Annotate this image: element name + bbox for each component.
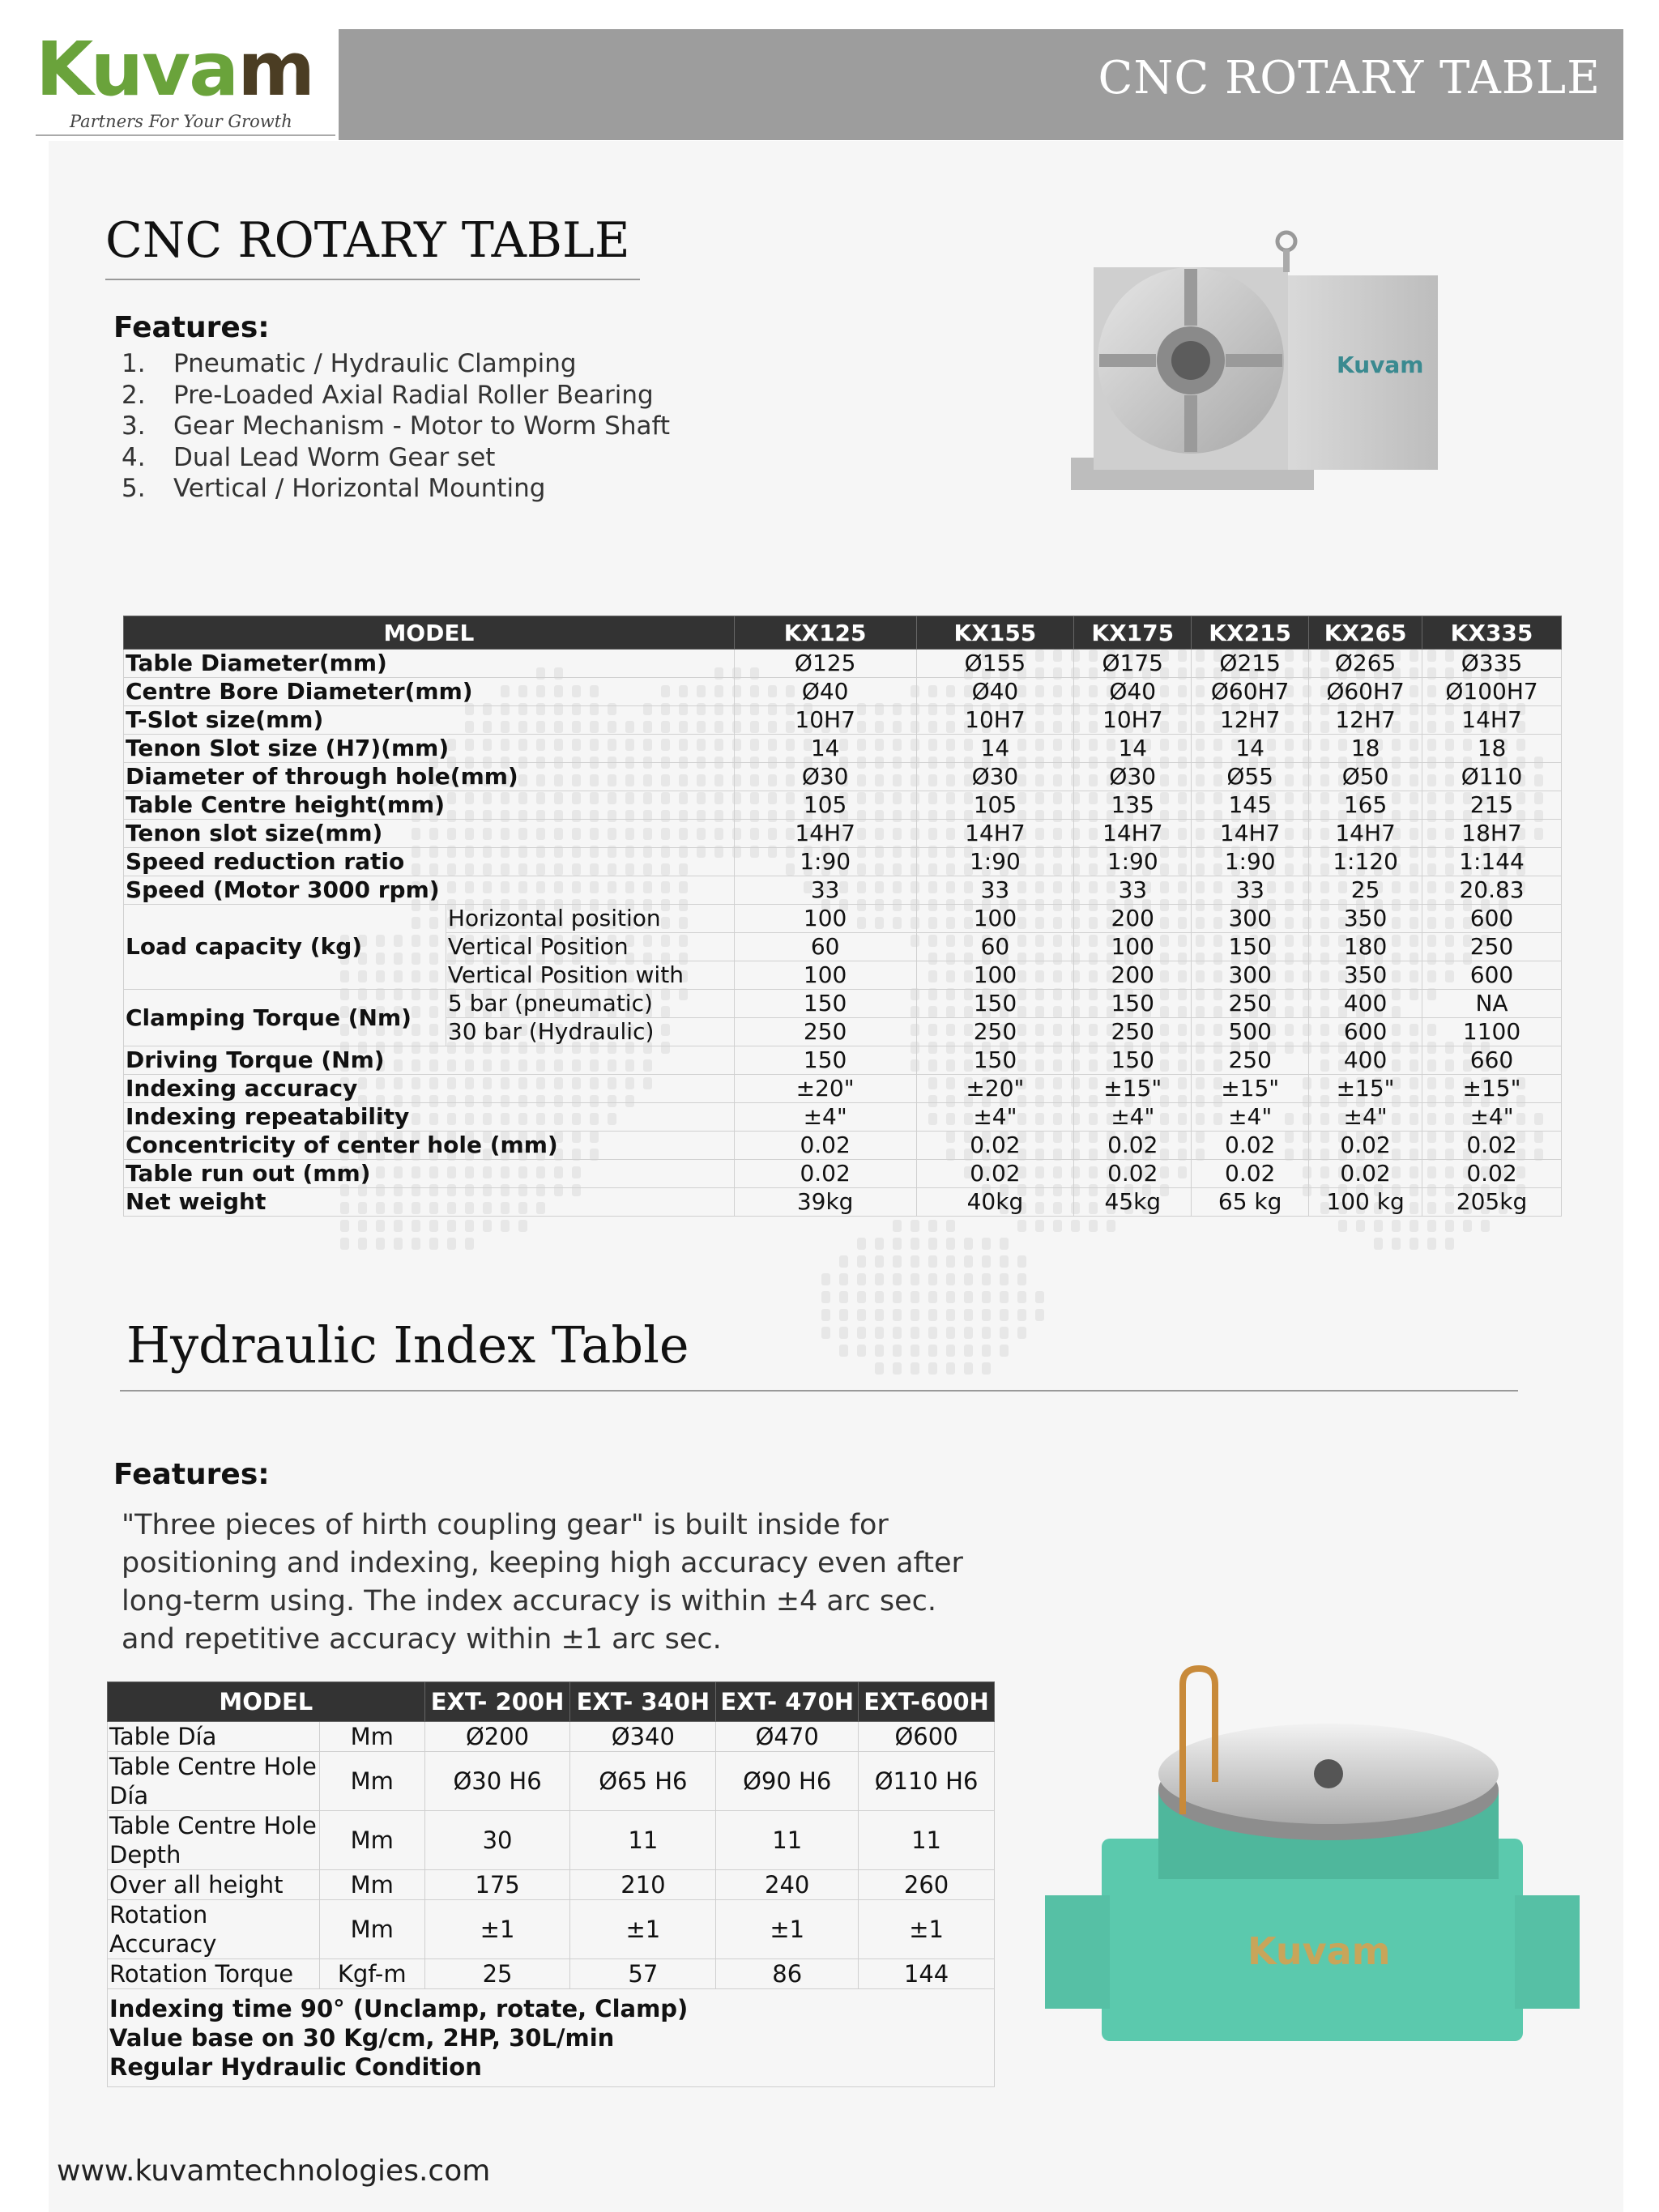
spec-value: 14H7 bbox=[1309, 820, 1422, 848]
spec-sublabel: Vertical Position bbox=[446, 933, 734, 961]
spec-value: ±15" bbox=[1192, 1075, 1309, 1103]
feature-number: 2. bbox=[122, 380, 146, 410]
spec-value: 25 bbox=[1309, 876, 1422, 905]
spec-row bbox=[124, 905, 1562, 933]
spec-value: 20.83 bbox=[1422, 876, 1562, 905]
spec-label: Tenon slot size(mm) bbox=[124, 820, 735, 848]
spec-value: 600 bbox=[1422, 905, 1562, 933]
feature-item bbox=[122, 380, 670, 411]
spec-row bbox=[124, 1160, 1562, 1188]
spec-sublabel: 30 bar (Hydraulic) bbox=[446, 1018, 734, 1046]
model-kx335: KX335 bbox=[1422, 616, 1562, 650]
hyd-unit: Mm bbox=[319, 1752, 424, 1811]
spec-sublabel: 5 bar (pneumatic) bbox=[446, 990, 734, 1018]
spec-value: 10H7 bbox=[1074, 706, 1192, 735]
hydraulic-description: "Three pieces of hirth coupling gear" is built inside for positioning and indexing, keeping high accuracy even after long-term using. The index accuracy is within ±4 arc sec. and repetitive accuracy within ±1 arc sec. bbox=[122, 1509, 963, 1656]
hyd-header-row bbox=[108, 1682, 995, 1722]
hyd-model-header-item: EXT- 340H bbox=[570, 1682, 716, 1722]
spec-sublabel: Horizontal position bbox=[446, 905, 734, 933]
spec-value: Ø50 bbox=[1309, 763, 1422, 791]
hyd-value: 260 bbox=[859, 1870, 995, 1900]
spec-row bbox=[124, 763, 1562, 791]
spec-value: Ø110 bbox=[1422, 763, 1562, 791]
hyd-value: Ø65 H6 bbox=[570, 1752, 716, 1811]
spec-value: 10H7 bbox=[916, 706, 1074, 735]
feature-number: 3. bbox=[122, 411, 146, 441]
model-kx155: KX155 bbox=[916, 616, 1074, 650]
logo-tagline: Partners For Your Growth bbox=[70, 112, 292, 131]
hyd-note-line: Regular Hydraulic Condition bbox=[109, 2053, 482, 2081]
spec-value: 205kg bbox=[1422, 1188, 1562, 1217]
spec-value: 1:144 bbox=[1422, 848, 1562, 876]
spec-value: 0.02 bbox=[1192, 1160, 1309, 1188]
spec-value: 100 bbox=[1074, 933, 1192, 961]
hyd-unit: Mm bbox=[319, 1722, 424, 1752]
spec-value: 10H7 bbox=[734, 706, 916, 735]
hyd-label: Table Centre Hole Día bbox=[108, 1752, 320, 1811]
spec-value: 165 bbox=[1309, 791, 1422, 820]
spec-value: ±4" bbox=[1309, 1103, 1422, 1132]
features-list bbox=[122, 348, 670, 505]
spec-row bbox=[124, 1046, 1562, 1075]
spec-value: 150 bbox=[734, 990, 916, 1018]
feature-item bbox=[122, 411, 670, 442]
hyd-value: 11 bbox=[859, 1811, 995, 1870]
spec-value: Ø215 bbox=[1192, 650, 1309, 678]
hyd-value: 11 bbox=[570, 1811, 716, 1870]
spec-value: 250 bbox=[734, 1018, 916, 1046]
spec-value: 0.02 bbox=[1309, 1160, 1422, 1188]
hyd-value: 210 bbox=[570, 1870, 716, 1900]
feature-item bbox=[122, 473, 670, 505]
hyd-value: Ø110 H6 bbox=[859, 1752, 995, 1811]
hyd-row bbox=[108, 1752, 995, 1811]
hyd-value: ±1 bbox=[424, 1900, 570, 1959]
cnc-spec-table bbox=[123, 616, 1562, 1217]
spec-value: 33 bbox=[734, 876, 916, 905]
spec-body bbox=[124, 650, 1562, 1217]
feature-item bbox=[122, 442, 670, 474]
hyd-row bbox=[108, 1811, 995, 1870]
spec-value: 14 bbox=[1192, 735, 1309, 763]
spec-value: 14 bbox=[1074, 735, 1192, 763]
spec-header-row bbox=[124, 616, 1562, 650]
section-divider-2 bbox=[120, 1390, 1518, 1392]
spec-value: Ø125 bbox=[734, 650, 916, 678]
spec-value: 14H7 bbox=[916, 820, 1074, 848]
section-divider bbox=[105, 279, 640, 280]
spec-value: 0.02 bbox=[1192, 1132, 1309, 1160]
feature-text: Vertical / Horizontal Mounting bbox=[173, 474, 546, 503]
section-title-hydraulic: Hydraulic Index Table bbox=[126, 1315, 689, 1375]
spec-value: 39kg bbox=[734, 1188, 916, 1217]
hyd-value: ±1 bbox=[859, 1900, 995, 1959]
spec-value: Ø30 bbox=[734, 763, 916, 791]
feature-number: 5. bbox=[122, 474, 146, 503]
spec-value: 500 bbox=[1192, 1018, 1309, 1046]
model-kx215: KX215 bbox=[1192, 616, 1309, 650]
spec-value: 12H7 bbox=[1192, 706, 1309, 735]
logo-divider bbox=[36, 134, 335, 136]
spec-value: 0.02 bbox=[1309, 1132, 1422, 1160]
hyd-value: Ø30 H6 bbox=[424, 1752, 570, 1811]
spec-value: 215 bbox=[1422, 791, 1562, 820]
spec-group-label: Clamping Torque (Nm) bbox=[124, 990, 446, 1046]
spec-value: 250 bbox=[1074, 1018, 1192, 1046]
spec-label: Tenon Slot size (H7)(mm) bbox=[124, 735, 735, 763]
product1-label: Kuvam bbox=[1337, 352, 1424, 378]
spec-value: 65 kg bbox=[1192, 1188, 1309, 1217]
spec-label: Table Diameter(mm) bbox=[124, 650, 735, 678]
feature-text: Dual Lead Worm Gear set bbox=[173, 442, 496, 472]
spec-value: Ø40 bbox=[1074, 678, 1192, 706]
spec-row bbox=[124, 650, 1562, 678]
hyd-value: 175 bbox=[424, 1870, 570, 1900]
spec-value: 200 bbox=[1074, 905, 1192, 933]
model-kx265: KX265 bbox=[1309, 616, 1422, 650]
spec-value: 150 bbox=[1074, 1046, 1192, 1075]
spec-value: Ø55 bbox=[1192, 763, 1309, 791]
spec-value: 150 bbox=[916, 1046, 1074, 1075]
spec-label: Diameter of through hole(mm) bbox=[124, 763, 735, 791]
model-kx125: KX125 bbox=[734, 616, 916, 650]
spec-sublabel: Vertical Position with bbox=[446, 961, 734, 990]
spec-value: ±4" bbox=[734, 1103, 916, 1132]
spec-value: ±15" bbox=[1422, 1075, 1562, 1103]
hyd-row bbox=[108, 1870, 995, 1900]
hydraulic-index-table-image bbox=[1045, 1652, 1580, 2049]
hyd-value: 25 bbox=[424, 1959, 570, 1989]
spec-value: Ø60H7 bbox=[1309, 678, 1422, 706]
hyd-value: 240 bbox=[716, 1870, 859, 1900]
spec-value: 45kg bbox=[1074, 1188, 1192, 1217]
spec-row bbox=[124, 1103, 1562, 1132]
spec-value: Ø155 bbox=[916, 650, 1074, 678]
hyd-body bbox=[108, 1722, 995, 2087]
spec-value: 14H7 bbox=[1422, 706, 1562, 735]
spec-value: 250 bbox=[1192, 990, 1309, 1018]
spec-value: 250 bbox=[1422, 933, 1562, 961]
spec-value: 100 bbox=[734, 961, 916, 990]
spec-label: Concentricity of center hole (mm) bbox=[124, 1132, 735, 1160]
spec-value: 12H7 bbox=[1309, 706, 1422, 735]
spec-label: Driving Torque (Nm) bbox=[124, 1046, 735, 1075]
spec-value: 660 bbox=[1422, 1046, 1562, 1075]
spec-value: ±15" bbox=[1074, 1075, 1192, 1103]
spec-value: 150 bbox=[916, 990, 1074, 1018]
spec-value: 250 bbox=[916, 1018, 1074, 1046]
spec-value: 1100 bbox=[1422, 1018, 1562, 1046]
feature-text: Pre-Loaded Axial Radial Roller Bearing bbox=[173, 380, 654, 410]
spec-label: Indexing repeatability bbox=[124, 1103, 735, 1132]
spec-value: 0.02 bbox=[1074, 1160, 1192, 1188]
footer-website[interactable]: www.kuvamtechnologies.com bbox=[57, 2154, 491, 2188]
spec-value: ±20" bbox=[734, 1075, 916, 1103]
spec-row bbox=[124, 678, 1562, 706]
hyd-value: 11 bbox=[716, 1811, 859, 1870]
hyd-note-line: Indexing time 90° (Unclamp, rotate, Clamp) bbox=[109, 1995, 689, 2022]
spec-value: ±4" bbox=[1074, 1103, 1192, 1132]
hyd-note-line: Value base on 30 Kg/cm, 2HP, 30L/min bbox=[109, 2024, 615, 2052]
spec-label: Indexing accuracy bbox=[124, 1075, 735, 1103]
spec-value: 100 bbox=[916, 961, 1074, 990]
spec-value: 250 bbox=[1192, 1046, 1309, 1075]
spec-value: 0.02 bbox=[1074, 1132, 1192, 1160]
hyd-unit: Mm bbox=[319, 1870, 424, 1900]
hyd-value: Ø90 H6 bbox=[716, 1752, 859, 1811]
hyd-model-header-item: EXT-600H bbox=[859, 1682, 995, 1722]
spec-value: 60 bbox=[916, 933, 1074, 961]
hyd-unit: Mm bbox=[319, 1811, 424, 1870]
hyd-notes-row bbox=[108, 1989, 995, 2087]
spec-value: 150 bbox=[734, 1046, 916, 1075]
spec-value: Ø335 bbox=[1422, 650, 1562, 678]
spec-value: 1:90 bbox=[916, 848, 1074, 876]
spec-value: 350 bbox=[1309, 905, 1422, 933]
spec-row bbox=[124, 848, 1562, 876]
spec-value: 150 bbox=[1074, 990, 1192, 1018]
spec-value: 14H7 bbox=[734, 820, 916, 848]
spec-value: 18 bbox=[1422, 735, 1562, 763]
hyd-model-header-item: EXT- 470H bbox=[716, 1682, 859, 1722]
spec-value: 1:90 bbox=[1074, 848, 1192, 876]
hyd-value: Ø600 bbox=[859, 1722, 995, 1752]
spec-row bbox=[124, 876, 1562, 905]
header-title: CNC ROTARY TABLE bbox=[1098, 52, 1601, 104]
hyd-unit: Kgf-m bbox=[319, 1959, 424, 1989]
spec-value: ±20" bbox=[916, 1075, 1074, 1103]
hyd-model-header: MODEL bbox=[108, 1682, 425, 1722]
spec-value: 18 bbox=[1309, 735, 1422, 763]
feature-text: Gear Mechanism - Motor to Worm Shaft bbox=[173, 411, 671, 441]
spec-value: 100 bbox=[916, 905, 1074, 933]
spec-value: 0.02 bbox=[734, 1160, 916, 1188]
hyd-row bbox=[108, 1722, 995, 1752]
spec-value: 1:120 bbox=[1309, 848, 1422, 876]
spec-value: 33 bbox=[1192, 876, 1309, 905]
spec-value: 60 bbox=[734, 933, 916, 961]
hyd-value: Ø340 bbox=[570, 1722, 716, 1752]
spec-value: 145 bbox=[1192, 791, 1309, 820]
spec-value: 200 bbox=[1074, 961, 1192, 990]
spec-row bbox=[124, 735, 1562, 763]
spec-value: 14 bbox=[734, 735, 916, 763]
spec-value: 40kg bbox=[916, 1188, 1074, 1217]
spec-value: 1:90 bbox=[1192, 848, 1309, 876]
spec-value: 0.02 bbox=[916, 1160, 1074, 1188]
spec-value: 100 bbox=[734, 905, 916, 933]
spec-row bbox=[124, 820, 1562, 848]
spec-value: ±4" bbox=[1192, 1103, 1309, 1132]
spec-value: Ø40 bbox=[734, 678, 916, 706]
spec-value: 0.02 bbox=[734, 1132, 916, 1160]
spec-label: Table Centre height(mm) bbox=[124, 791, 735, 820]
spec-value: 350 bbox=[1309, 961, 1422, 990]
hydraulic-spec-table bbox=[107, 1681, 995, 2087]
spec-value: 33 bbox=[916, 876, 1074, 905]
feature-number: 1. bbox=[122, 349, 146, 378]
spec-row bbox=[124, 706, 1562, 735]
hyd-row bbox=[108, 1959, 995, 1989]
spec-value: 400 bbox=[1309, 990, 1422, 1018]
hyd-label: Over all height bbox=[108, 1870, 320, 1900]
spec-value: 150 bbox=[1192, 933, 1309, 961]
hyd-notes bbox=[108, 1989, 995, 2087]
model-header: MODEL bbox=[124, 616, 735, 650]
spec-value: 0.02 bbox=[1422, 1132, 1562, 1160]
spec-value: Ø30 bbox=[916, 763, 1074, 791]
spec-value: 33 bbox=[1074, 876, 1192, 905]
feature-number: 4. bbox=[122, 442, 146, 472]
spec-value: 300 bbox=[1192, 905, 1309, 933]
spec-value: 300 bbox=[1192, 961, 1309, 990]
hyd-value: 30 bbox=[424, 1811, 570, 1870]
hyd-value: ±1 bbox=[716, 1900, 859, 1959]
hyd-value: 57 bbox=[570, 1959, 716, 1989]
hyd-label: Table Centre Hole Depth bbox=[108, 1811, 320, 1870]
spec-value: 0.02 bbox=[1422, 1160, 1562, 1188]
features-heading-2: Features: bbox=[113, 1458, 270, 1491]
spec-label: Net weight bbox=[124, 1188, 735, 1217]
spec-value: 14H7 bbox=[1074, 820, 1192, 848]
spec-value: 18H7 bbox=[1422, 820, 1562, 848]
logo-wordmark: Kuvam bbox=[36, 26, 314, 113]
spec-group-label: Load capacity (kg) bbox=[124, 905, 446, 990]
spec-value: ±4" bbox=[1422, 1103, 1562, 1132]
product2-label: Kuvam bbox=[1247, 1929, 1391, 1973]
spec-value: Ø40 bbox=[916, 678, 1074, 706]
hyd-unit: Mm bbox=[319, 1900, 424, 1959]
feature-text: Pneumatic / Hydraulic Clamping bbox=[173, 349, 577, 378]
spec-value: Ø60H7 bbox=[1192, 678, 1309, 706]
spec-value: NA bbox=[1422, 990, 1562, 1018]
spec-value: ±4" bbox=[916, 1103, 1074, 1132]
hyd-value: Ø200 bbox=[424, 1722, 570, 1752]
hyd-model-header-item: EXT- 200H bbox=[424, 1682, 570, 1722]
hyd-label: Table Día bbox=[108, 1722, 320, 1752]
spec-value: 0.02 bbox=[916, 1132, 1074, 1160]
hyd-label: Rotation Accuracy bbox=[108, 1900, 320, 1959]
hyd-value: 86 bbox=[716, 1959, 859, 1989]
brand-logo bbox=[36, 26, 327, 138]
hyd-row bbox=[108, 1900, 995, 1959]
spec-value: ±15" bbox=[1309, 1075, 1422, 1103]
spec-row bbox=[124, 791, 1562, 820]
spec-row bbox=[124, 990, 1562, 1018]
spec-row bbox=[124, 1132, 1562, 1160]
spec-value: 14H7 bbox=[1192, 820, 1309, 848]
features-heading: Features: bbox=[113, 311, 270, 344]
spec-value: 105 bbox=[916, 791, 1074, 820]
spec-value: 1:90 bbox=[734, 848, 916, 876]
section-title-cnc: CNC ROTARY TABLE bbox=[105, 212, 630, 269]
model-kx175: KX175 bbox=[1074, 616, 1192, 650]
spec-value: 600 bbox=[1309, 1018, 1422, 1046]
spec-label: Speed (Motor 3000 rpm) bbox=[124, 876, 735, 905]
hyd-value: ±1 bbox=[570, 1900, 716, 1959]
spec-value: 180 bbox=[1309, 933, 1422, 961]
spec-label: Speed reduction ratio bbox=[124, 848, 735, 876]
feature-item bbox=[122, 348, 670, 380]
spec-row bbox=[124, 1188, 1562, 1217]
spec-value: Ø175 bbox=[1074, 650, 1192, 678]
spec-value: Ø265 bbox=[1309, 650, 1422, 678]
spec-label: T-Slot size(mm) bbox=[124, 706, 735, 735]
cnc-rotary-table-image bbox=[1069, 227, 1442, 494]
spec-value: 100 kg bbox=[1309, 1188, 1422, 1217]
hyd-label: Rotation Torque bbox=[108, 1959, 320, 1989]
spec-value: 135 bbox=[1074, 791, 1192, 820]
hyd-value: 144 bbox=[859, 1959, 995, 1989]
spec-value: 105 bbox=[734, 791, 916, 820]
spec-value: 600 bbox=[1422, 961, 1562, 990]
spec-label: Centre Bore Diameter(mm) bbox=[124, 678, 735, 706]
spec-value: Ø30 bbox=[1074, 763, 1192, 791]
spec-value: Ø100H7 bbox=[1422, 678, 1562, 706]
spec-value: 400 bbox=[1309, 1046, 1422, 1075]
spec-value: 14 bbox=[916, 735, 1074, 763]
spec-label: Table run out (mm) bbox=[124, 1160, 735, 1188]
hyd-value: Ø470 bbox=[716, 1722, 859, 1752]
spec-row bbox=[124, 1075, 1562, 1103]
